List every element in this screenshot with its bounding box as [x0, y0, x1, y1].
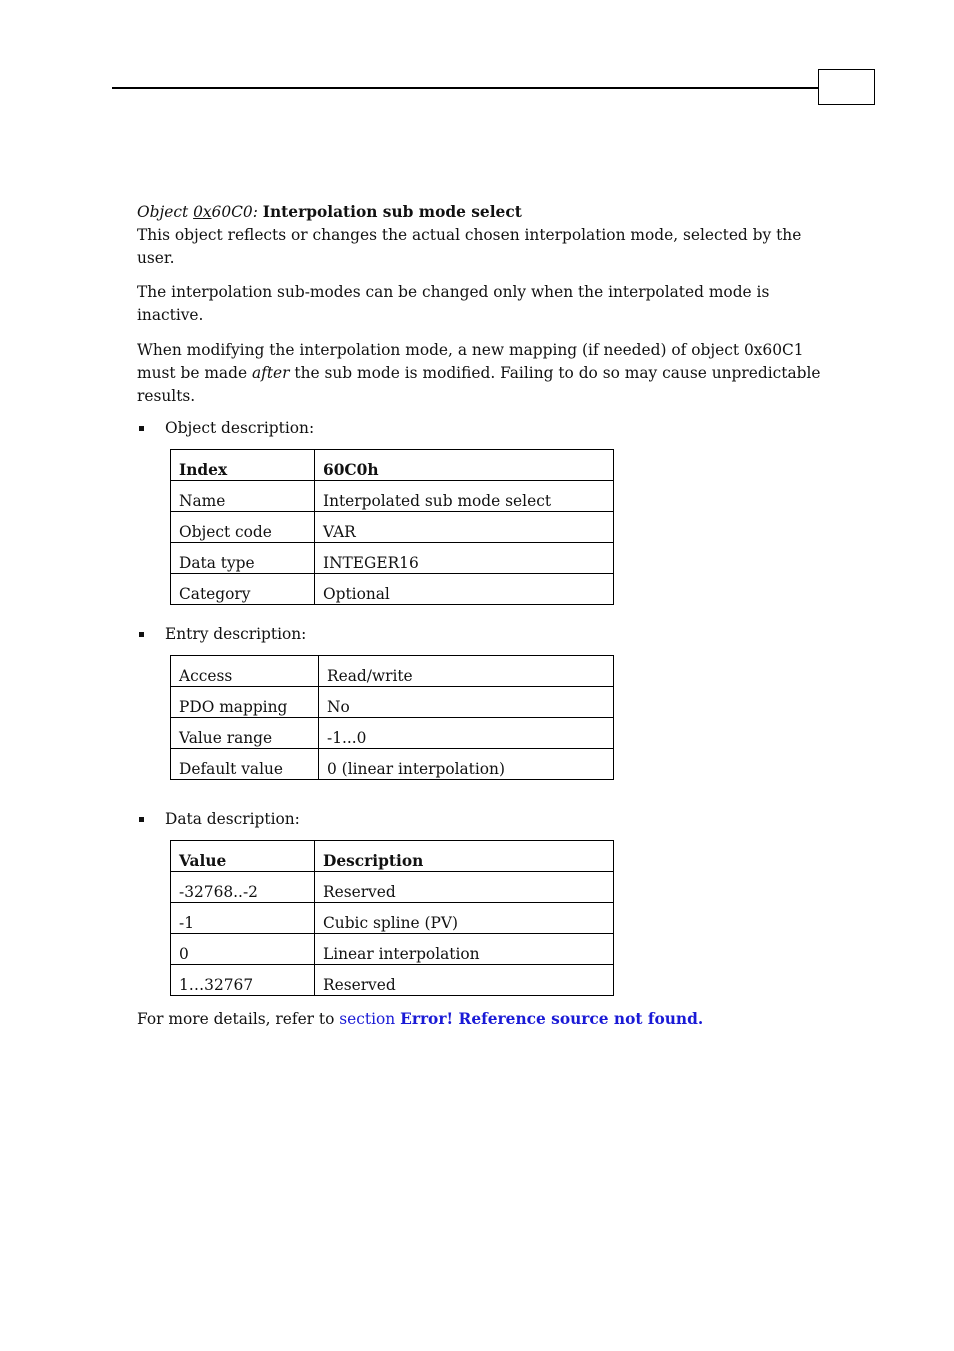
table-cell: Name [171, 481, 315, 512]
table-cell: Optional [315, 574, 614, 605]
bullet-label: Data description: [165, 809, 300, 828]
table-cell: 60C0h [315, 450, 614, 481]
bullet-data-description [137, 808, 827, 831]
paragraph-3-italic: after [251, 363, 290, 382]
reference-error-link[interactable]: Error! Reference source not found. [400, 1009, 704, 1028]
table-row [171, 933, 614, 964]
bullet-square-icon [139, 426, 144, 431]
table-cell: -1 [171, 902, 315, 933]
table-cell: Linear interpolation [315, 933, 614, 964]
heading-code: 60C0: [211, 203, 258, 221]
table-row [171, 481, 614, 512]
object-description-table [170, 449, 614, 605]
table-cell: Interpolated sub mode select [315, 481, 614, 512]
table-row [171, 717, 614, 748]
table-cell: Category [171, 574, 315, 605]
table-cell: No [319, 686, 614, 717]
bullet-square-icon [139, 817, 144, 822]
table-cell: Access [171, 655, 319, 686]
table-cell: Index [171, 450, 315, 481]
section-link[interactable]: section [339, 1009, 396, 1028]
table-cell: Value range [171, 717, 319, 748]
entry-description-table [170, 655, 614, 780]
reference-line [137, 1008, 827, 1031]
table-cell: Value [171, 840, 315, 871]
bullet-entry-description [137, 623, 827, 646]
table-row [171, 512, 614, 543]
table-cell: Reserved [315, 871, 614, 902]
table-cell: Reserved [315, 964, 614, 995]
table-cell: INTEGER16 [315, 543, 614, 574]
document-body [137, 201, 827, 1031]
data-description-table [170, 840, 614, 996]
table-row [171, 871, 614, 902]
table-row [171, 840, 614, 871]
paragraph-2: The interpolation sub-modes can be changed only when the interpolated mode is inactive. [137, 283, 770, 325]
table-cell: 1…32767 [171, 964, 315, 995]
section-heading [137, 201, 827, 224]
table-cell: Default value [171, 748, 319, 779]
table-cell: Cubic spline (PV) [315, 902, 614, 933]
table-cell: Description [315, 840, 614, 871]
table-row [171, 748, 614, 779]
heading-object-word: Object [137, 203, 189, 221]
bullet-object-description [137, 417, 827, 440]
paragraph-1: This object reflects or changes the actual chosen interpolation mode, selected by the user. [137, 225, 802, 267]
bullet-label: Object description: [165, 419, 315, 438]
table-row [171, 655, 614, 686]
header-rule [112, 87, 819, 89]
table-row [171, 964, 614, 995]
bullet-label: Entry description: [165, 625, 307, 644]
table-row [171, 450, 614, 481]
table-row [171, 543, 614, 574]
table-row [171, 902, 614, 933]
heading-title: Interpolation sub mode select [262, 203, 522, 221]
heading-prefix: 0x [193, 203, 212, 221]
table-cell: PDO mapping [171, 686, 319, 717]
bullet-square-icon [139, 632, 144, 637]
page-number-box [818, 69, 875, 105]
table-cell: -32768..-2 [171, 871, 315, 902]
paragraph-3-start: When modifying the interpolation mode, a new mapping (if needed) of object 0x60C1 must be made [137, 340, 804, 382]
table-cell: Object code [171, 512, 315, 543]
reference-prefix: For more details, refer to [137, 1009, 340, 1028]
table-row [171, 574, 614, 605]
table-cell: Read/write [319, 655, 614, 686]
table-cell: VAR [315, 512, 614, 543]
table-row [171, 686, 614, 717]
table-cell: 0 [171, 933, 315, 964]
table-cell: 0 (linear interpolation) [319, 748, 614, 779]
paragraph-3 [137, 339, 827, 407]
table-cell: -1...0 [319, 717, 614, 748]
table-cell: Data type [171, 543, 315, 574]
paragraph-3-end: the sub mode is modified. Failing to do so may cause unpredictable results. [137, 363, 821, 405]
